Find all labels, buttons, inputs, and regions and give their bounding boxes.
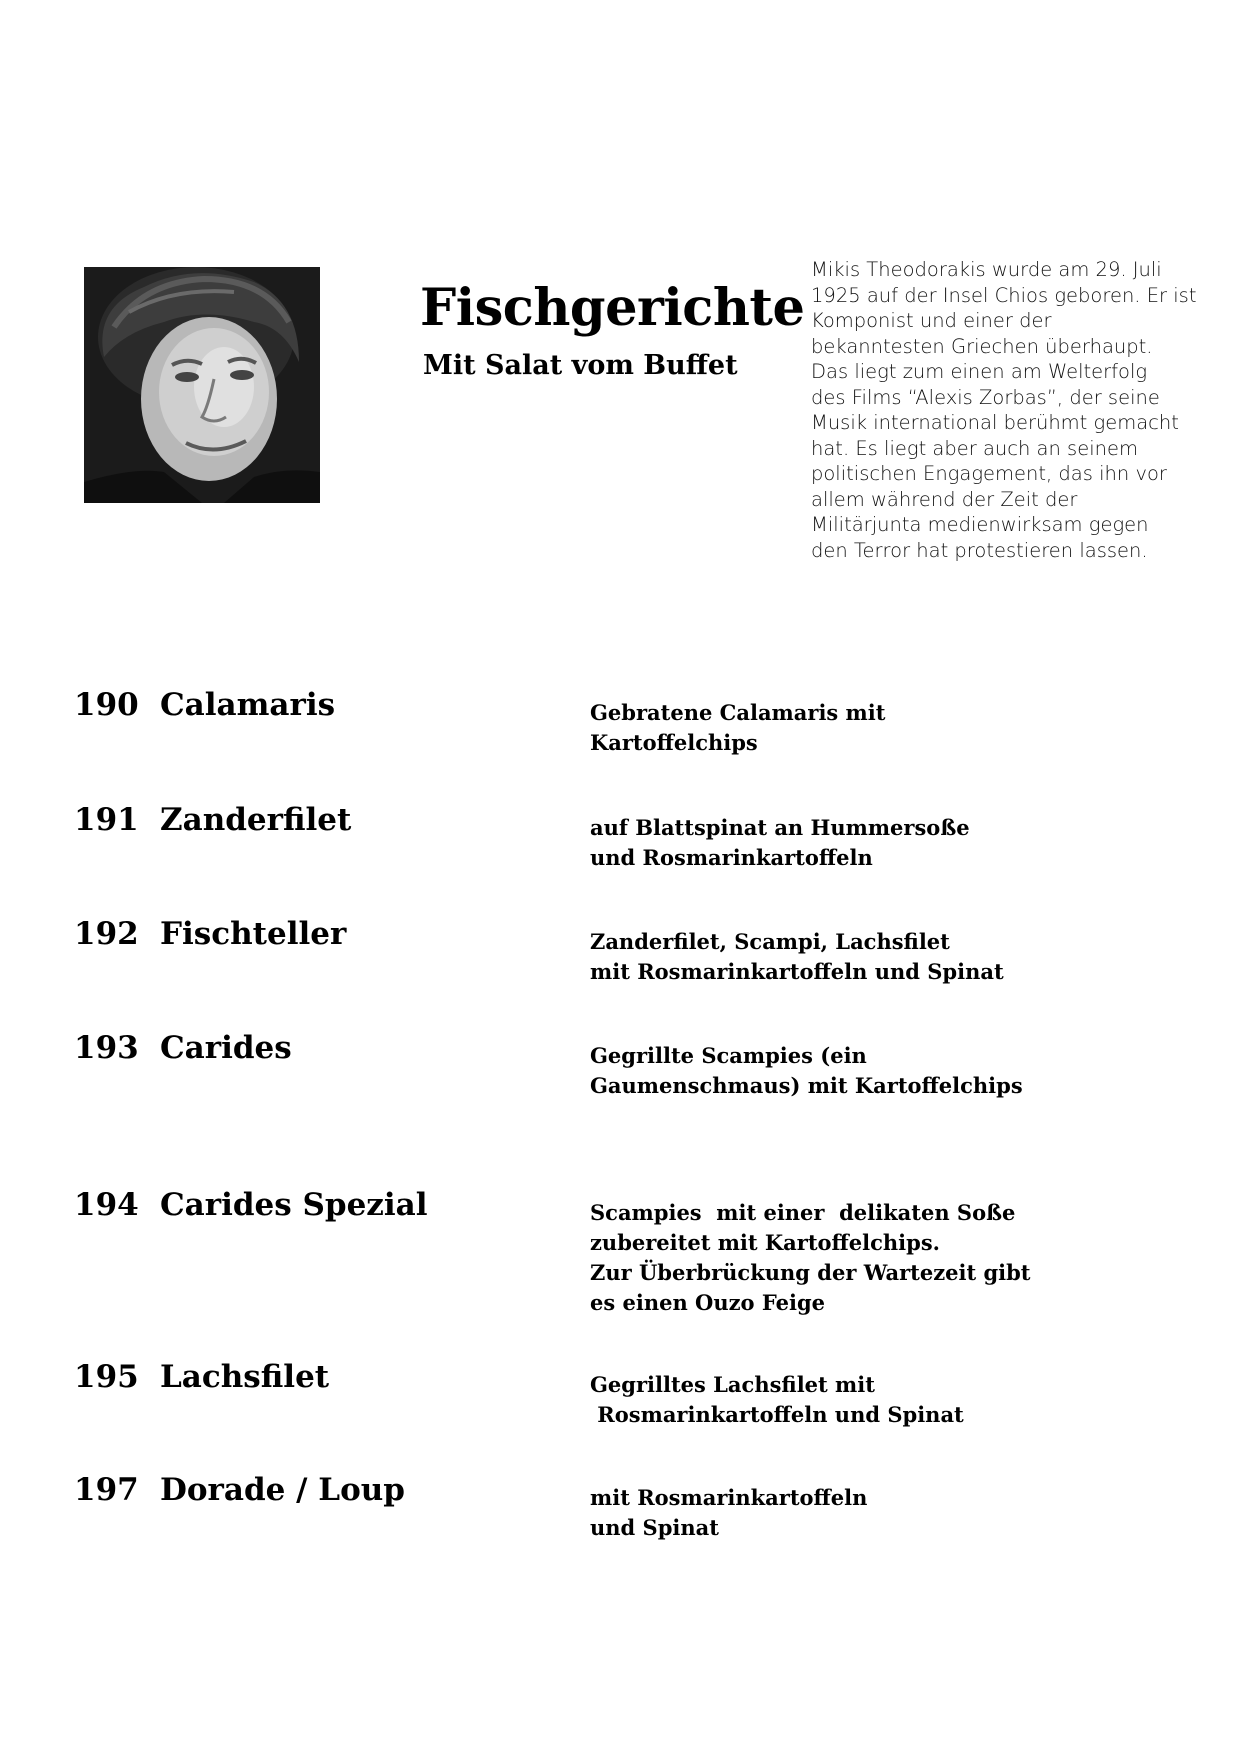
item-description xyxy=(590,698,885,758)
item-number: 193 xyxy=(74,1030,139,1066)
item-number: 192 xyxy=(74,916,139,952)
bio-line: des Films “Alexis Zorbas”, der seine xyxy=(811,385,1160,409)
item-description-line: zubereitet mit Kartoffelchips. xyxy=(590,1230,940,1255)
item-description xyxy=(590,1370,964,1430)
item-description-line: Gebratene Calamaris mit xyxy=(590,700,886,725)
item-description xyxy=(590,1041,1023,1101)
item-number: 194 xyxy=(74,1187,139,1223)
bio-line: hat. Es liegt aber auch an seinem xyxy=(811,436,1138,460)
item-description xyxy=(590,927,1004,987)
portrait-photo xyxy=(84,267,320,503)
item-description-line: auf Blattspinat an Hummersoße xyxy=(590,815,970,840)
item-name: Zanderfilet xyxy=(160,802,352,838)
item-description-line: und Rosmarinkartoffeln xyxy=(590,845,873,870)
bio-text xyxy=(811,257,1211,563)
item-name: Calamaris xyxy=(160,687,336,723)
item-description-line: Scampies mit einer delikaten Soße xyxy=(590,1200,1016,1225)
item-number: 191 xyxy=(74,802,139,838)
item-description-line: Gegrilltes Lachsfilet mit xyxy=(590,1372,875,1397)
bio-line: den Terror hat protestieren lassen. xyxy=(811,538,1148,562)
item-description-line: mit Rosmarinkartoffeln xyxy=(590,1485,868,1510)
item-number: 195 xyxy=(74,1359,139,1395)
item-description xyxy=(590,1483,867,1543)
item-name: Lachsfilet xyxy=(160,1359,330,1395)
page-subtitle: Mit Salat vom Buffet xyxy=(423,350,738,381)
bio-line: Das liegt zum einen am Welterfolg xyxy=(811,360,1148,383)
item-name: Carides Spezial xyxy=(160,1187,428,1223)
item-description-line: Zur Überbrückung der Wartezeit gibt xyxy=(590,1260,1031,1285)
item-description xyxy=(590,1198,1031,1318)
item-description-line: mit Rosmarinkartoffeln und Spinat xyxy=(590,959,1004,984)
bio-line: allem während der Zeit der xyxy=(811,487,1078,511)
item-number: 197 xyxy=(74,1472,139,1508)
item-name: Fischteller xyxy=(160,916,347,952)
item-description xyxy=(590,813,970,873)
item-description-line: Rosmarinkartoffeln und Spinat xyxy=(590,1402,964,1427)
item-number: 190 xyxy=(74,687,139,723)
item-description-line: Gaumenschmaus) mit Kartoffelchips xyxy=(590,1073,1023,1098)
bio-line: bekanntesten Griechen überhaupt. xyxy=(811,334,1153,358)
bio-line: politischen Engagement, das ihn vor xyxy=(811,462,1167,485)
page-title: Fischgerichte xyxy=(420,278,805,338)
bio-line: Musik international berühmt gemacht xyxy=(811,411,1179,434)
item-name: Carides xyxy=(160,1030,292,1066)
bio-line: Komponist und einer der xyxy=(811,309,1052,332)
item-description-line: und Spinat xyxy=(590,1515,719,1540)
bio-line: 1925 auf der Insel Chios geboren. Er ist xyxy=(811,283,1197,307)
item-description-line: Zanderfilet, Scampi, Lachsfilet xyxy=(590,929,950,954)
item-name: Dorade / Loup xyxy=(160,1472,405,1508)
item-description-line: es einen Ouzo Feige xyxy=(590,1290,825,1315)
item-description-line: Kartoffelchips xyxy=(590,730,758,755)
bio-line: Militärjunta medienwirksam gegen xyxy=(811,513,1149,536)
bio-line: Mikis Theodorakis wurde am 29. Juli xyxy=(811,258,1162,281)
item-description-line: Gegrillte Scampies (ein xyxy=(590,1043,867,1068)
